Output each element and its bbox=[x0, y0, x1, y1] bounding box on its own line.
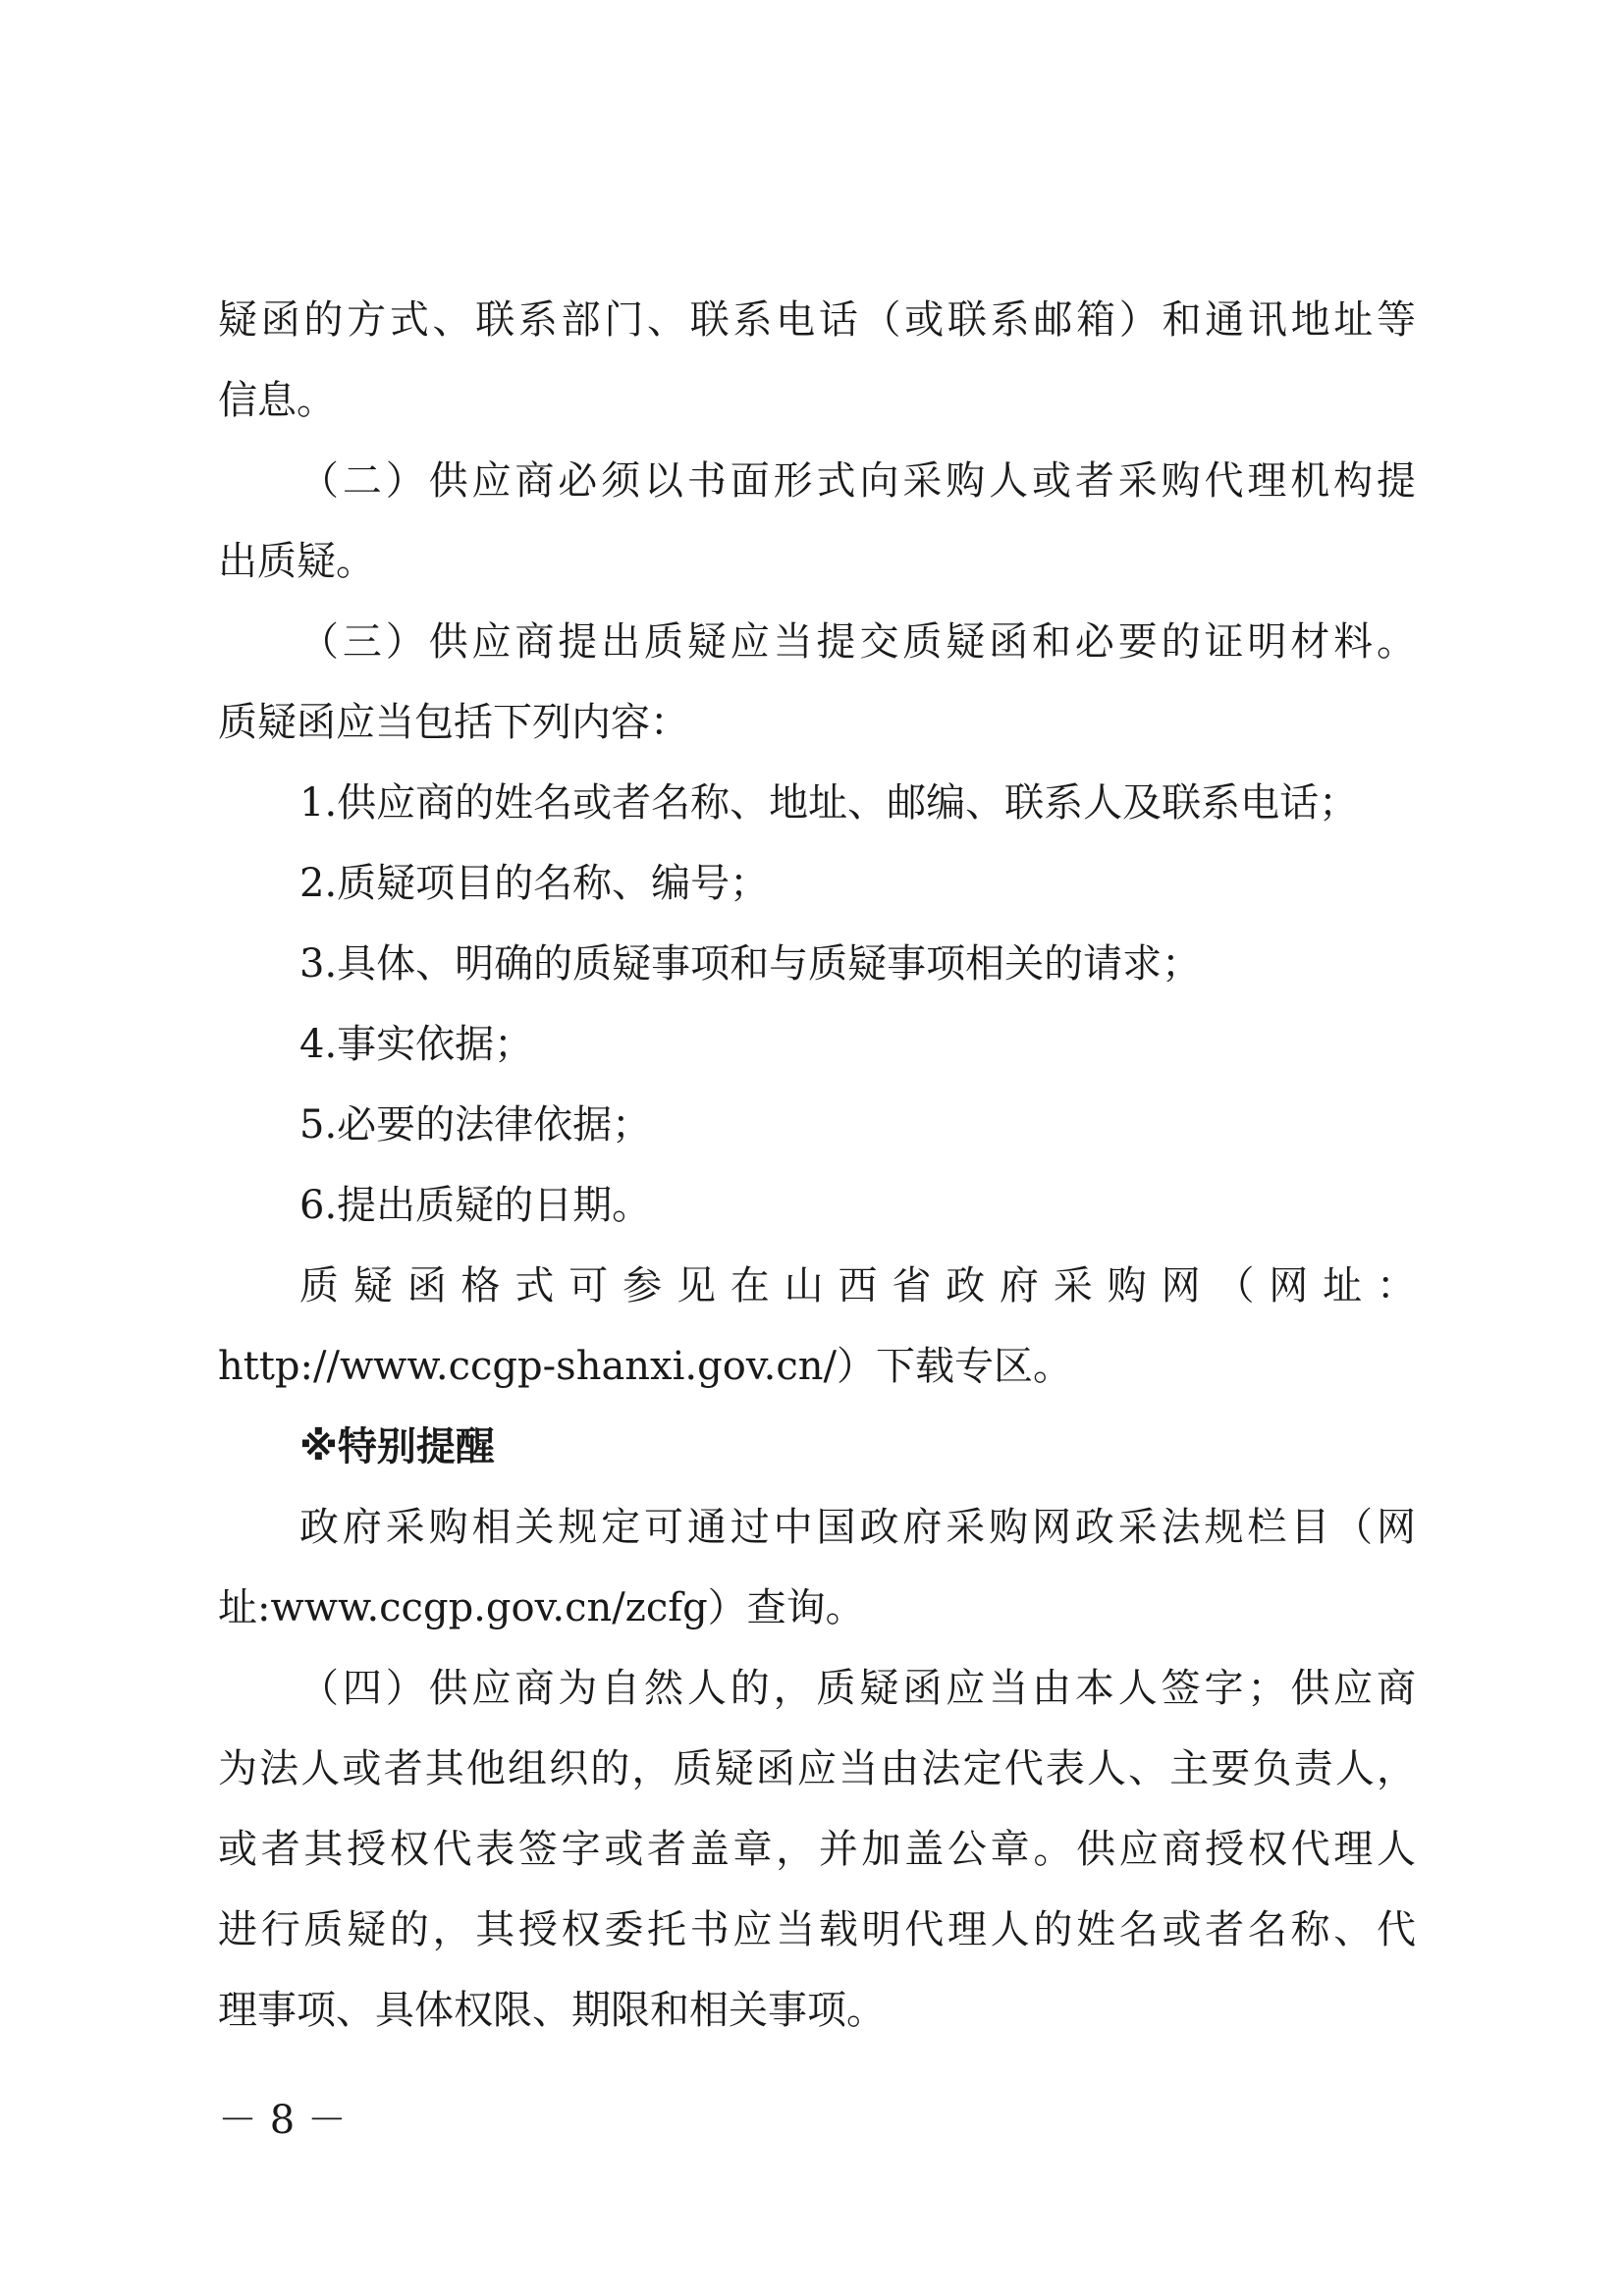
list-item: 3.具体、明确的质疑事项和与质疑事项相关的请求； bbox=[299, 941, 1202, 987]
paragraph-line: 为法人或者其他组织的，质疑函应当由法定代表人、主要负责人， bbox=[218, 1746, 1416, 1791]
paragraph-line: 出质疑。 bbox=[218, 539, 375, 584]
list-item: 5.必要的法律依据； bbox=[299, 1102, 652, 1148]
paragraph-line: http://www.ccgp-shanxi.gov.cn/）下载专区。 bbox=[218, 1344, 1073, 1389]
list-item: 2.质疑项目的名称、编号； bbox=[299, 861, 770, 906]
paragraph-line: （二）供应商必须以书面形式向采购人或者采购代理机构提 bbox=[299, 458, 1416, 504]
list-item: 6.提出质疑的日期。 bbox=[299, 1183, 652, 1228]
paragraph-line: 理事项、具体权限、期限和相关事项。 bbox=[218, 1988, 886, 2033]
list-item: 4.事实依据； bbox=[299, 1022, 534, 1067]
paragraph-line: 址:www.ccgp.gov.cn/zcfg）查询。 bbox=[218, 1585, 865, 1630]
paragraph-line: （四）供应商为自然人的，质疑函应当由本人签字；供应商 bbox=[299, 1666, 1416, 1711]
section-heading: ※特别提醒 bbox=[299, 1424, 495, 1469]
paragraph-line: 政府采购相关规定可通过中国政府采购网政采法规栏目（网 bbox=[299, 1505, 1416, 1550]
paragraph-line: 或者其授权代表签字或者盖章，并加盖公章。供应商授权代理人 bbox=[218, 1827, 1416, 1872]
paragraph-line: 疑函的方式、联系部门、联系电话（或联系邮箱）和通讯地址等 bbox=[218, 297, 1416, 343]
paragraph-line: 进行质疑的，其授权委托书应当载明代理人的姓名或者名称、代 bbox=[218, 1907, 1416, 1952]
paragraph-line: 质疑函应当包括下列内容： bbox=[218, 700, 689, 745]
list-item: 1.供应商的姓名或者名称、地址、邮编、联系人及联系电话； bbox=[299, 780, 1359, 826]
paragraph-line: 信息。 bbox=[218, 378, 336, 423]
paragraph-line: 质疑函格式可参见在山西省政府采购网（网址： bbox=[299, 1263, 1416, 1308]
paragraph-line: （三）供应商提出质疑应当提交质疑函和必要的证明材料。 bbox=[299, 619, 1416, 665]
page-number: － 8 － bbox=[218, 2098, 347, 2143]
